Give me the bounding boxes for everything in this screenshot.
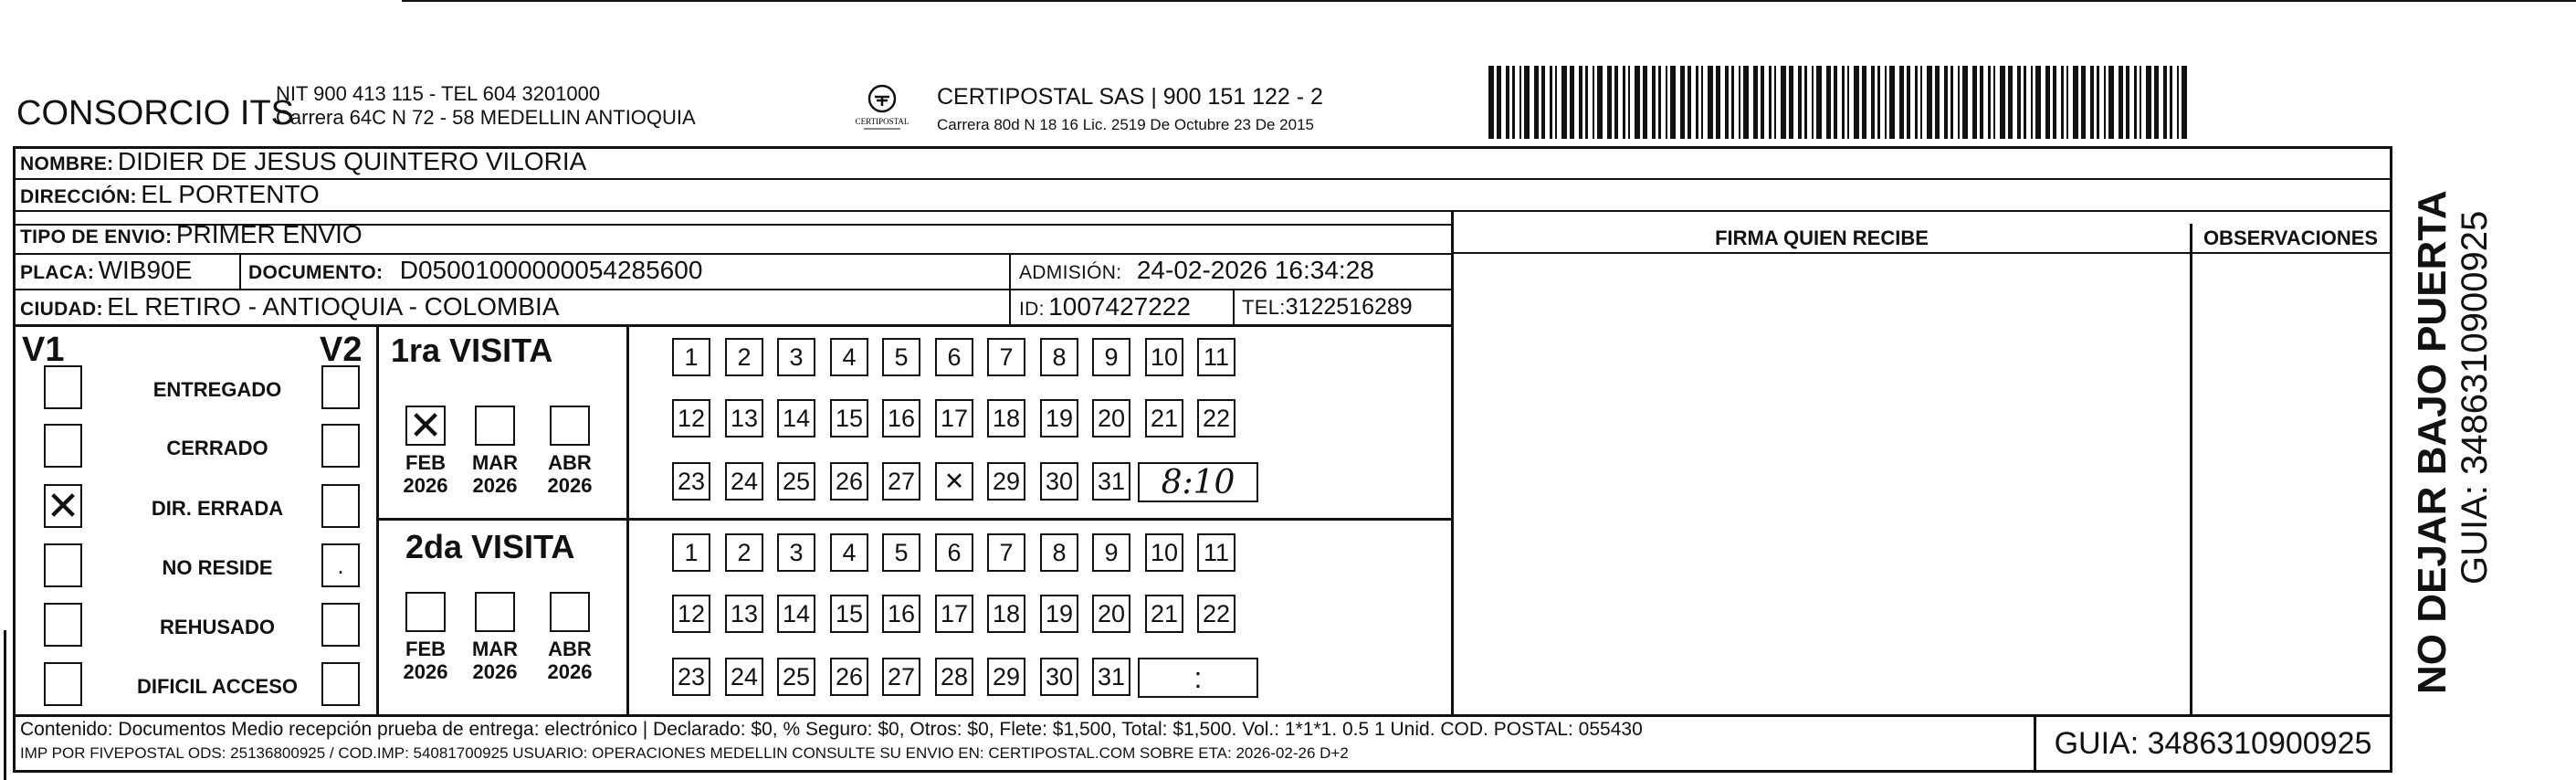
day-cell[interactable]: 2 [725, 338, 763, 376]
day-cell[interactable]: 22 [1197, 595, 1235, 633]
barcode-bar [1842, 66, 1845, 139]
cert-address-line: Carrera 80d N 18 16 Lic. 2519 De Octubre 23 De 2015 [937, 116, 1314, 133]
day-cell[interactable]: 15 [830, 399, 868, 437]
month-year: 2026 [472, 660, 518, 683]
day-cell[interactable]: 16 [882, 595, 920, 633]
barcode-bar [1512, 66, 1515, 139]
barcode-bar [1915, 66, 1918, 139]
day-cell[interactable]: 29 [987, 462, 1025, 501]
barcode-bar [1635, 66, 1640, 139]
tipo-envio-label: TIPO DE ENVIO: [20, 227, 173, 248]
v2-checkbox[interactable] [321, 662, 360, 706]
barcode-bar [1701, 66, 1703, 139]
id-field [1019, 292, 1191, 321]
barcode-bar [1958, 66, 1960, 139]
barcode-bar [2066, 66, 2068, 139]
barcode-bar [2154, 66, 2159, 139]
documento-field [248, 256, 702, 285]
barcode-bar [1774, 66, 1776, 139]
day-cell[interactable]: 21 [1145, 595, 1183, 633]
row-line-7 [13, 324, 1454, 327]
nombre-value: DIDIER DE JESUS QUINTERO VILORIA [117, 147, 587, 175]
documento-value: D05001000000054285600 [399, 256, 703, 284]
time-field[interactable]: 8:10 [1138, 462, 1258, 502]
day-cell[interactable]: 3 [777, 533, 815, 572]
barcode-bar [2097, 66, 2099, 139]
company-nit: NIT 900 413 115 - TEL 604 3201000 [276, 82, 601, 105]
barcode-bar [1541, 66, 1545, 139]
day-cell[interactable]: 1 [672, 338, 710, 376]
day-cell[interactable]: 26 [830, 462, 868, 501]
visit2-title: 2da VISITA [405, 528, 575, 565]
status-label: DIR. ERRADA [151, 497, 284, 520]
col-line-admision [1009, 253, 1011, 325]
day-cell[interactable]: 27 [882, 658, 920, 696]
barcode-bar [1534, 66, 1539, 139]
v1-checkbox[interactable] [44, 365, 82, 409]
v2-checkbox[interactable] [321, 484, 360, 528]
v1-checkbox[interactable]: ✕ [44, 484, 82, 528]
no-dejar-notice: NO DEJAR BAJO PUERTA [2410, 190, 2455, 694]
day-cell[interactable]: 25 [777, 658, 815, 696]
barcode-bar [1781, 66, 1786, 139]
day-cell[interactable]: 17 [935, 399, 973, 437]
barcode-bar [1798, 66, 1802, 139]
day-cell[interactable]: 12 [672, 595, 710, 633]
month-checkbox[interactable] [550, 592, 590, 632]
day-cell[interactable]: 7 [987, 533, 1025, 572]
barcode-bar [2126, 66, 2129, 139]
month-year: 2026 [547, 474, 593, 497]
tel-label: TEL: [1242, 296, 1286, 319]
month-name: MAR [471, 451, 519, 474]
day-cell[interactable]: 10 [1145, 533, 1183, 572]
barcode-bar [2031, 66, 2033, 139]
day-cell[interactable]: 31 [1092, 462, 1130, 501]
day-cell[interactable]: 2 [725, 533, 763, 572]
barcode-bar [1488, 66, 1494, 139]
direccion-value: EL PORTENTO [141, 180, 320, 208]
day-cell[interactable]: 14 [777, 595, 815, 633]
barcode-bar [1643, 66, 1647, 139]
tel-field [1242, 294, 1413, 321]
barcode-bar [2108, 66, 2114, 139]
barcode-bar [1804, 66, 1807, 139]
month-year: 2026 [403, 474, 448, 497]
barcode-bar [1885, 66, 1887, 139]
barcode-bar [1743, 66, 1749, 139]
barcode-bar [1497, 66, 1501, 139]
month-year: 2026 [403, 660, 448, 683]
day-cell[interactable]: 10 [1145, 338, 1183, 376]
barcode-bar [1899, 66, 1904, 139]
placa-label: PLACA: [20, 262, 95, 283]
certipostal-logo [855, 82, 909, 133]
barcode-bar [1812, 66, 1814, 139]
day-cell[interactable]: 21 [1145, 399, 1183, 437]
admision-value: 24-02-2026 16:34:28 [1136, 256, 1374, 284]
nombre-row [20, 147, 586, 176]
barcode-bar [1920, 66, 1922, 139]
barcode-bar [1506, 66, 1509, 139]
barcode-bar [1847, 66, 1849, 139]
visit-separator [376, 518, 1452, 521]
row-line-6 [13, 289, 1454, 290]
day-cell[interactable]: 20 [1092, 399, 1130, 437]
barcode-bar [2146, 66, 2151, 139]
barcode-bar [1854, 66, 1859, 139]
barcode-bar [1607, 66, 1612, 139]
day-cell[interactable]: 7 [987, 338, 1025, 376]
status-label: ENTREGADO [152, 378, 282, 401]
cert-company-line: CERTIPOSTAL SAS | 900 151 122 - 2 [937, 84, 1323, 110]
month-year: 2026 [547, 660, 593, 683]
day-cell[interactable]: 14 [777, 399, 815, 437]
barcode-bar [1696, 66, 1698, 139]
barcode-bar [1789, 66, 1793, 139]
barcode-bar [1753, 66, 1758, 139]
signature-area[interactable] [1456, 255, 2189, 714]
company-name: CONSORCIO ITS [16, 94, 295, 132]
day-cell[interactable]: 30 [1040, 462, 1078, 501]
barcode-bar [1907, 66, 1910, 139]
day-cell[interactable]: 13 [725, 595, 763, 633]
barcode-bar [1623, 66, 1625, 139]
day-cell[interactable]: 24 [725, 658, 763, 696]
direccion-label: DIRECCIÓN: [20, 186, 137, 207]
month-name: FEB [405, 451, 446, 474]
barcode-bar [1950, 66, 1953, 139]
day-cell[interactable]: 9 [1092, 338, 1130, 376]
status-label: CERRADO [166, 437, 268, 459]
v2-checkbox[interactable] [321, 424, 360, 468]
frame-right [2390, 146, 2392, 773]
day-cell[interactable]: 30 [1040, 658, 1078, 696]
admision-label: ADMISIÓN: [1019, 262, 1122, 283]
placa-field [20, 256, 192, 285]
day-cell[interactable]: 18 [987, 595, 1025, 633]
barcode-bar [1680, 66, 1685, 139]
id-label: ID: [1019, 299, 1045, 320]
barcode-bar [1927, 66, 1932, 139]
day-cell[interactable]: 16 [882, 399, 920, 437]
day-cell[interactable]: 20 [1092, 595, 1130, 633]
month-checkbox[interactable]: ✕ [405, 406, 446, 446]
v2-checkbox[interactable] [321, 365, 360, 409]
col-line-obs [2190, 224, 2192, 715]
logo-text: CERTIPOSTAL [855, 117, 909, 126]
barcode-bar [1739, 66, 1740, 139]
row-line-4 [1452, 252, 2392, 254]
barcode-bar [1670, 66, 1676, 139]
day-cell[interactable]: 8 [1040, 533, 1078, 572]
day-cell[interactable]: 18 [987, 399, 1025, 437]
barcode-bar [1834, 66, 1837, 139]
day-cell[interactable]: 15 [830, 595, 868, 633]
tipo-envio-row [20, 220, 363, 249]
barcode-bar [1725, 66, 1729, 139]
day-cell[interactable]: 17 [935, 595, 973, 633]
day-cell[interactable]: 19 [1040, 595, 1078, 633]
day-cell[interactable]: 5 [882, 533, 920, 572]
month-checkbox[interactable] [405, 592, 446, 632]
barcode-bar [2163, 66, 2167, 139]
barcode-bar [2000, 66, 2005, 139]
status-label: DIFICIL ACCESO [136, 675, 298, 698]
time-field[interactable]: : [1138, 658, 1258, 698]
barcode-bar [1614, 66, 1618, 139]
barcode-bar [1570, 66, 1574, 139]
barcode-bar [2045, 66, 2050, 139]
barcode-bar [1688, 66, 1691, 139]
barcode-bar [1628, 66, 1630, 139]
barcode-bar [2104, 66, 2106, 139]
barcode-bar [1597, 66, 1603, 139]
barcode-bar [1731, 66, 1734, 139]
v2-header: V2 [320, 331, 363, 369]
day-cell[interactable]: 6 [935, 533, 973, 572]
scan-left-edge [4, 630, 6, 780]
barcode-bar [2024, 66, 2026, 139]
barcode-bar [2017, 66, 2021, 139]
barcode-bar [1652, 66, 1656, 139]
barcode-bar [1944, 66, 1948, 139]
status-label: REHUSADO [160, 616, 275, 638]
barcode-bar [2182, 66, 2187, 139]
day-cell[interactable]: 4 [830, 533, 868, 572]
v2-checkbox[interactable]: . [321, 543, 360, 587]
day-cell[interactable]: 23 [672, 658, 710, 696]
vertical-notice [2411, 190, 2495, 694]
barcode-bar [1993, 66, 1995, 139]
barcode-bar [2170, 66, 2172, 139]
day-cell[interactable]: 4 [830, 338, 868, 376]
day-cell[interactable]: 9 [1092, 533, 1130, 572]
ciudad-label: CIUDAD: [20, 299, 103, 320]
nombre-label: NOMBRE: [20, 153, 114, 174]
barcode-bar [1988, 66, 1991, 139]
ciudad-value: EL RETIRO - ANTIOQUIA - COLOMBIA [107, 292, 560, 321]
day-cell[interactable]: 12 [672, 399, 710, 437]
footer-print-line: IMP POR FIVEPOSTAL ODS: 25136800925 / COD.IMP: 54081700925 USUARIO: OPERACIONES MEDELLIN CONSULTE SU ENVIO EN: CERTIPOSTAL.COM SOBRE ETA: 2026-02-26 D+2 [20, 744, 1349, 762]
day-cell[interactable]: 6 [935, 338, 973, 376]
barcode-bar [1708, 66, 1713, 139]
barcode-bar [1889, 66, 1895, 139]
month-name: MAR [471, 638, 519, 660]
barcode-bar [1585, 66, 1588, 139]
barcode-bar [2008, 66, 2013, 139]
barcode-bar [2134, 66, 2137, 139]
company-address: Carrera 64C N 72 - 58 MEDELLIN ANTIOQUIA [276, 106, 696, 129]
barcode-bar [2119, 66, 2123, 139]
frame-left [13, 146, 16, 773]
month-checkbox[interactable] [550, 406, 590, 446]
day-cell[interactable]: 29 [987, 658, 1025, 696]
footer-content-line: Contenido: Documentos Medio recepción prueba de entrega: electrónico | Declarado: $0, % Seguro: $0, Otros: $0, Flete: $1,500, Total: $1,500. Vol.: 1*1*1. 0.5 1 Unid. COD. POSTAL: 055430 [20, 719, 1643, 740]
col-line-firma [1451, 210, 1454, 715]
barcode-bar [1593, 66, 1594, 139]
barcode-bar [1561, 66, 1567, 139]
barcode-bar [1769, 66, 1772, 139]
barcode-bar [2073, 66, 2078, 139]
v1-checkbox[interactable] [44, 662, 82, 706]
col-line-placa [239, 253, 241, 290]
firma-header: FIRMA QUIEN RECIBE [1715, 227, 1929, 249]
month-checkbox[interactable] [475, 406, 515, 446]
v2-checkbox[interactable] [321, 603, 360, 647]
barcode-bar [1555, 66, 1557, 139]
barcode-bar [2090, 66, 2094, 139]
barcode-bar [1935, 66, 1940, 139]
day-cell[interactable]: 31 [1092, 658, 1130, 696]
observaciones-header: OBSERVACIONES [2203, 227, 2379, 249]
day-cell[interactable]: 23 [672, 462, 710, 501]
day-cell[interactable]: 13 [725, 399, 763, 437]
barcode-bar [1826, 66, 1831, 139]
barcode-bar [2061, 66, 2064, 139]
day-cell[interactable]: 8 [1040, 338, 1078, 376]
month-year: 2026 [472, 474, 518, 497]
ciudad-field [20, 292, 559, 321]
scan-top-edge [402, 0, 2576, 2]
day-cell[interactable]: 11 [1197, 338, 1235, 376]
barcode-bar [2177, 66, 2179, 139]
vertical-guia: GUIA: 3486310900925 [2455, 210, 2495, 585]
v1-header: V1 [22, 331, 65, 369]
barcode-bar [1519, 66, 1521, 139]
barcode-bar [1579, 66, 1582, 139]
barcode-bar [1666, 66, 1667, 139]
barcode-bar [1877, 66, 1880, 139]
barcode-bar [1862, 66, 1866, 139]
barcode-bar [2081, 66, 2086, 139]
month-name: ABR [548, 451, 592, 474]
v1-checkbox[interactable] [44, 424, 82, 468]
month-name: FEB [405, 638, 446, 660]
footer-guia: GUIA: 3486310900925 [2054, 726, 2372, 761]
day-cell[interactable]: 24 [725, 462, 763, 501]
barcode-bar [1761, 66, 1764, 139]
month-name: ABR [548, 638, 592, 660]
barcode-bar [2140, 66, 2141, 139]
row-line-5 [13, 253, 1454, 255]
barcode-bar [1816, 66, 1822, 139]
day-cell[interactable]: 19 [1040, 399, 1078, 437]
row-line-2 [13, 210, 2392, 212]
barcode-bar [1871, 66, 1875, 139]
id-value: 1007427222 [1048, 292, 1191, 321]
placa-value: WIB90E [98, 256, 193, 284]
barcode-bar [2035, 66, 2041, 139]
barcode [1488, 66, 2192, 139]
day-cell[interactable]: 1 [672, 533, 710, 572]
day-cell[interactable]: 28 [935, 658, 973, 696]
day-cell[interactable]: 25 [777, 462, 815, 501]
day-cell[interactable]: 5 [882, 338, 920, 376]
v1-checkbox[interactable] [44, 603, 82, 647]
direccion-row [20, 180, 320, 209]
day-cell[interactable]: 26 [830, 658, 868, 696]
col-line-tel [1233, 289, 1235, 325]
documento-label: DOCUMENTO: [248, 262, 384, 283]
row-line-1 [13, 178, 2392, 180]
barcode-bar [1550, 66, 1552, 139]
barcode-bar [1962, 66, 1968, 139]
v1-checkbox[interactable] [44, 543, 82, 587]
barcode-bar [1716, 66, 1720, 139]
certipostal-info [937, 84, 1323, 134]
status-label: NO RESIDE [162, 556, 273, 579]
barcode-bar [1980, 66, 1983, 139]
month-checkbox[interactable] [475, 592, 515, 632]
tipo-envio-value: PRIMER ENVIO [175, 220, 363, 248]
day-cell[interactable]: 3 [777, 338, 815, 376]
barcode-bar [1658, 66, 1661, 139]
day-cell[interactable]: 11 [1197, 533, 1235, 572]
tel-value: 3122516289 [1285, 294, 1413, 320]
barcode-bar [1972, 66, 1977, 139]
barcode-bar [1524, 66, 1530, 139]
day-cell[interactable]: 27 [882, 462, 920, 501]
observations-area[interactable] [2193, 255, 2389, 714]
admision-field [1019, 256, 1374, 285]
day-cell[interactable]: 22 [1197, 399, 1235, 437]
barcode-bar [2053, 66, 2056, 139]
company-info [276, 82, 696, 130]
day-cell[interactable]: ✕ [935, 462, 973, 501]
visit1-title: 1ra VISITA [391, 332, 553, 369]
